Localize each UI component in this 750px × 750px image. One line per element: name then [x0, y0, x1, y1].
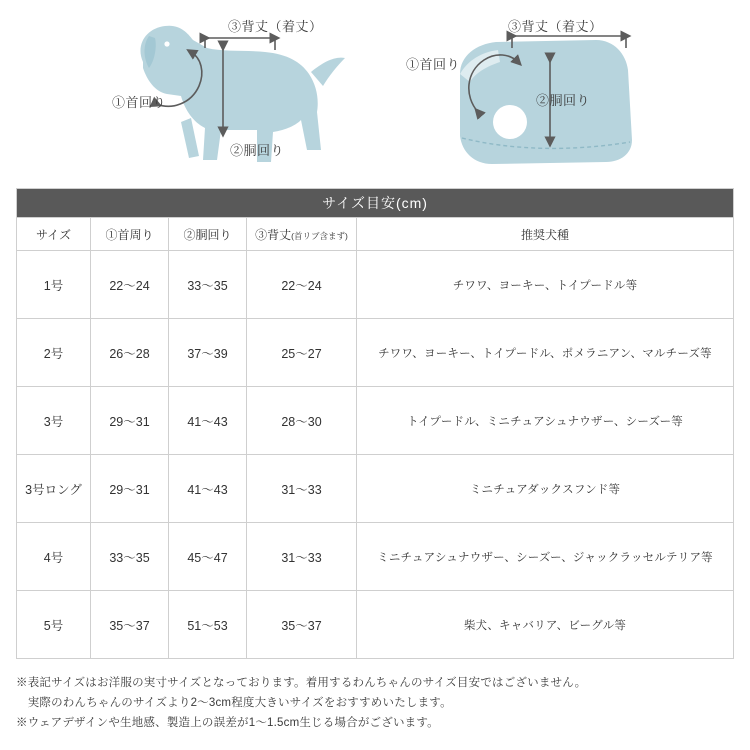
- cell-neck: 29～31: [91, 455, 169, 523]
- cell-breed: ミニチュアシュナウザー、シーズー、ジャックラッセルテリア等: [357, 523, 734, 591]
- header-back-sub: (首リブ含まず): [291, 230, 348, 241]
- cell-neck: 35～37: [91, 591, 169, 659]
- table-title: サイズ目安(cm): [17, 189, 734, 218]
- cell-size: 3号: [17, 387, 91, 455]
- header-neck: ①首周り: [91, 218, 169, 251]
- cell-back: 28～30: [247, 387, 357, 455]
- header-back-main: ③背丈: [255, 227, 292, 242]
- cell-breed: ミニチュアダックスフンド等: [357, 455, 734, 523]
- table-row: [17, 251, 734, 319]
- wear-label-neck: ①首回り: [406, 57, 461, 72]
- table-title-row: [17, 189, 734, 218]
- cell-size: 4号: [17, 523, 91, 591]
- header-back: [247, 218, 357, 251]
- note-line: ※表記サイズはお洋服の実寸サイズとなっております。着用するわんちゃんのサイズ目安ではございません。: [16, 677, 587, 689]
- cell-chest: 51～53: [169, 591, 247, 659]
- cell-breed: 柴犬、キャバリア、ビーグル等: [357, 591, 734, 659]
- table-row: [17, 523, 734, 591]
- cell-back: 31～33: [247, 455, 357, 523]
- notes-block: [16, 673, 734, 733]
- cell-back: 25～27: [247, 319, 357, 387]
- header-chest: ②胴回り: [169, 218, 247, 251]
- cell-size: 5号: [17, 591, 91, 659]
- dog-label-chest: ②胴回り: [230, 143, 285, 158]
- cell-chest: 41～43: [169, 387, 247, 455]
- cell-breed: トイプードル、ミニチュアシュナウザー、シーズー等: [357, 387, 734, 455]
- cell-neck: 29～31: [91, 387, 169, 455]
- cell-chest: 37～39: [169, 319, 247, 387]
- cell-neck: 33～35: [91, 523, 169, 591]
- table-row: [17, 591, 734, 659]
- table-row: [17, 387, 734, 455]
- cell-neck: 22～24: [91, 251, 169, 319]
- cell-neck: 26～28: [91, 319, 169, 387]
- diagram-area: [0, 0, 750, 188]
- wear-label-chest: ②胴回り: [536, 93, 591, 108]
- cell-size: 2号: [17, 319, 91, 387]
- cell-size: 1号: [17, 251, 91, 319]
- cell-chest: 45～47: [169, 523, 247, 591]
- size-table: [16, 188, 734, 659]
- table-header-row: [17, 218, 734, 251]
- table-row: [17, 455, 734, 523]
- note-line: 実際のわんちゃんのサイズより2～3cm程度大きいサイズをおすすめいたします。: [16, 697, 452, 710]
- header-breed: 推奨犬種: [357, 218, 734, 251]
- cell-back: 22～24: [247, 251, 357, 319]
- cell-chest: 33～35: [169, 251, 247, 319]
- cell-breed: チワワ、ヨーキー、トイプードル、ポメラニアン、マルチーズ等: [357, 319, 734, 387]
- header-size: サイズ: [17, 218, 91, 251]
- cell-size: 3号ロング: [17, 455, 91, 523]
- cell-breed: チワワ、ヨーキー、トイプードル等: [357, 251, 734, 319]
- table-row: [17, 319, 734, 387]
- wear-label-back: ③背丈（着丈）: [508, 19, 603, 34]
- cell-back: 31～33: [247, 523, 357, 591]
- cell-chest: 41～43: [169, 455, 247, 523]
- cell-back: 35～37: [247, 591, 357, 659]
- dog-label-back: ③背丈（着丈）: [228, 19, 323, 34]
- note-line: ※ウェアデザインや生地感、製造上の誤差が1～1.5cm生じる場合がございます。: [16, 717, 439, 730]
- dog-label-neck: ①首回り: [112, 95, 167, 110]
